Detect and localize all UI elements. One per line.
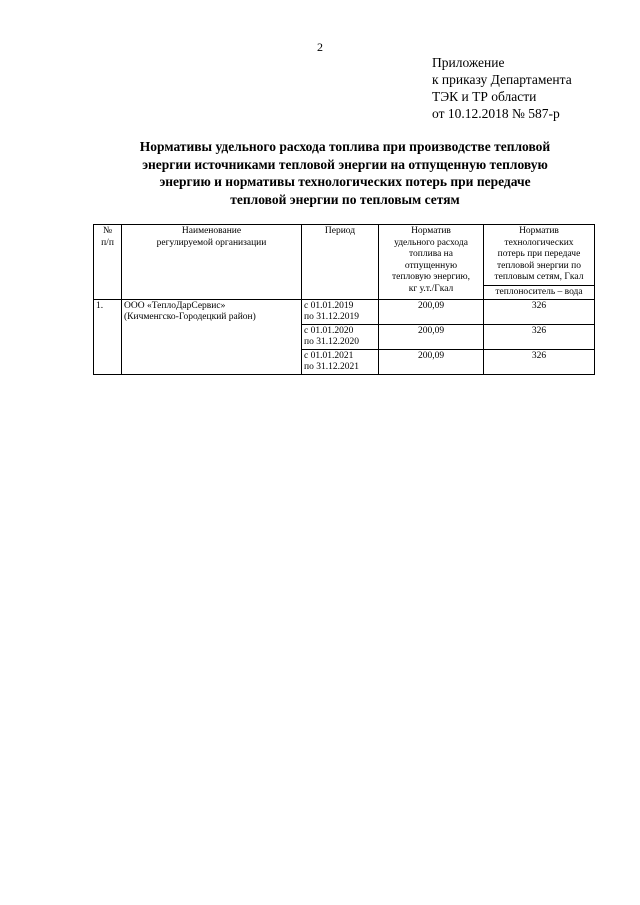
- title-line: энергии источниками тепловой энергии на отпущенную тепловую: [142, 156, 548, 172]
- document-title: [95, 138, 595, 208]
- table-header-row: [94, 225, 595, 286]
- table-row: [94, 300, 595, 325]
- page-number: 2: [317, 40, 323, 54]
- cell-loss-norm: 326: [484, 300, 595, 325]
- cell-period: с 01.01.2019 по 31.12.2019: [302, 300, 379, 325]
- header-org: Наименование регулируемой организации: [122, 225, 302, 300]
- cell-fuel-norm: 200,09: [379, 325, 484, 350]
- norms-table: [93, 224, 595, 375]
- cell-loss-norm: 326: [484, 350, 595, 375]
- title-line: Нормативы удельного расхода топлива при производстве тепловой: [139, 139, 551, 154]
- cell-fuel-norm: 200,09: [379, 350, 484, 375]
- header-fuel-norm: Норматив удельного расхода топлива на отпущенную тепловую энергию, кг у.т./Гкал: [379, 225, 484, 300]
- cell-period: с 01.01.2020 по 31.12.2020: [302, 325, 379, 350]
- appendix-line: к приказу Департамента: [432, 72, 572, 87]
- header-loss-norm: Норматив технологических потерь при передаче тепловой энергии по тепловым сетям, Гкал: [484, 225, 595, 286]
- header-period: Период: [302, 225, 379, 300]
- title-line: тепловой энергии по тепловым сетям: [230, 191, 460, 207]
- appendix-line: от 10.12.2018 № 587-р: [432, 106, 560, 121]
- appendix-line: Приложение: [432, 55, 505, 70]
- header-num: № п/п: [94, 225, 122, 300]
- title-line: энергию и нормативы технологических потерь при передаче: [159, 174, 531, 189]
- cell-period: с 01.01.2021 по 31.12.2021: [302, 350, 379, 375]
- cell-loss-norm: 326: [484, 325, 595, 350]
- cell-fuel-norm: 200,09: [379, 300, 484, 325]
- appendix-line: ТЭК и ТР области: [432, 89, 537, 104]
- header-loss-subheader: теплоноситель – вода: [484, 285, 595, 300]
- appendix-block: [432, 54, 572, 122]
- cell-org: ООО «ТеплоДарСервис» (Кичменгско-Городецкий район): [122, 300, 302, 375]
- cell-num: 1.: [94, 300, 122, 375]
